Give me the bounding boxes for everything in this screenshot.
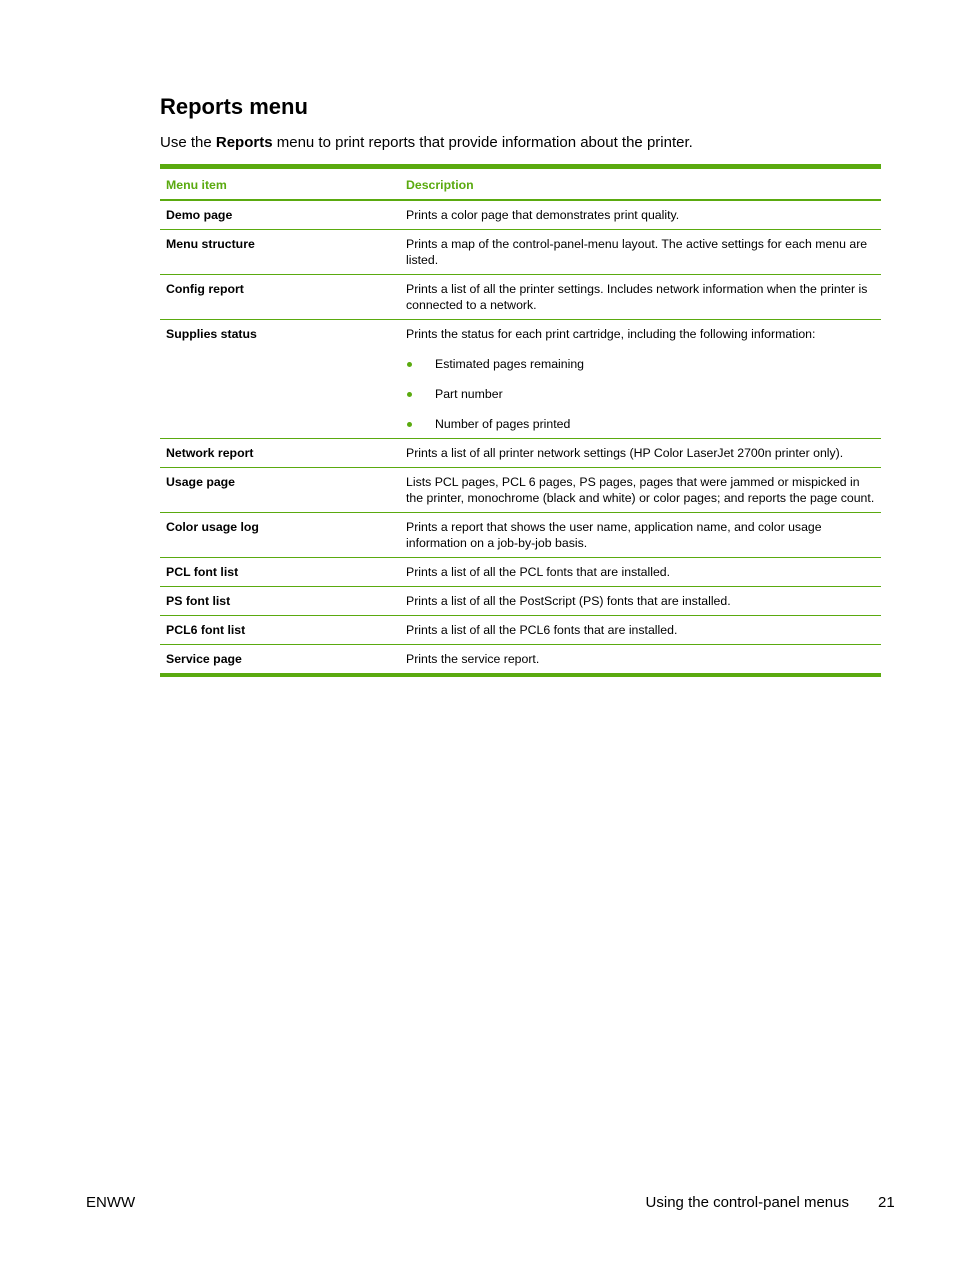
menu-item-cell: PCL font list — [166, 565, 239, 579]
menu-item-cell: Menu structure — [166, 237, 255, 251]
footer-page-number: 21 — [878, 1194, 895, 1211]
reports-menu-table — [160, 164, 881, 677]
reports-menu-table-container — [160, 164, 881, 677]
menu-item-cell: Color usage log — [166, 520, 259, 534]
menu-item-cell: PS font list — [166, 594, 231, 608]
bullet-dot-icon — [407, 422, 412, 427]
description-cell — [400, 468, 881, 513]
intro-paragraph — [160, 133, 693, 153]
menu-item-cell: Usage page — [166, 475, 236, 489]
description-cell — [400, 230, 881, 275]
footer-doc-code: ENWW — [86, 1194, 136, 1211]
bullet-list — [406, 356, 875, 432]
description-cell — [400, 616, 881, 645]
description-text: Prints a report that shows the user name, application name, and color usage information on a job-by-job basis. — [406, 520, 822, 550]
table-row — [160, 230, 881, 275]
table-row — [160, 558, 881, 587]
bullet-text: Part number — [435, 387, 503, 401]
description-cell — [400, 587, 881, 616]
description-text: Lists PCL pages, PCL 6 pages, PS pages, pages that were jammed or mispicked in the printer, monochrome (black and white) or color pages; and reports the page count. — [406, 475, 875, 505]
table-body — [160, 200, 881, 675]
menu-item-cell: Supplies status — [166, 327, 257, 341]
header-description: Description — [406, 178, 474, 192]
table-row — [160, 320, 881, 439]
description-text: Prints the status for each print cartridge, including the following information: — [406, 327, 816, 341]
table-row — [160, 439, 881, 468]
description-text: Prints a list of all printer network settings (HP Color LaserJet 2700n printer only). — [406, 446, 844, 460]
bullet-text: Number of pages printed — [435, 417, 571, 431]
menu-item-cell: Network report — [166, 446, 254, 460]
description-cell — [400, 558, 881, 587]
description-text: Prints a list of all the PCL6 fonts that are installed. — [406, 623, 678, 637]
description-text: Prints a list of all the PCL fonts that are installed. — [406, 565, 671, 579]
footer-section-title: Using the control-panel menus — [645, 1194, 849, 1211]
description-cell — [400, 645, 881, 676]
intro-bold-term: Reports — [215, 134, 273, 151]
bullet-list-item — [406, 416, 875, 432]
bullet-dot-icon — [407, 362, 412, 367]
description-cell — [400, 439, 881, 468]
menu-item-cell: Service page — [166, 652, 242, 666]
menu-item-cell: Demo page — [166, 208, 233, 222]
table-row — [160, 468, 881, 513]
bullet-list-item — [406, 356, 875, 372]
table-header-row — [160, 167, 881, 201]
description-text: Prints a color page that demonstrates print quality. — [406, 208, 680, 222]
bullet-text: Estimated pages remaining — [435, 357, 585, 371]
description-text: Prints a map of the control-panel-menu layout. The active settings for each menu are listed. — [406, 237, 868, 267]
menu-item-cell: Config report — [166, 282, 244, 296]
bullet-list-item — [406, 386, 875, 402]
table-row — [160, 200, 881, 230]
description-text: Prints a list of all the printer settings. Includes network information when the printer is connected to a network. — [406, 282, 868, 312]
description-text: Prints a list of all the PostScript (PS) fonts that are installed. — [406, 594, 731, 608]
description-text: Prints the service report. — [406, 652, 540, 666]
description-cell — [400, 320, 881, 439]
description-cell — [400, 200, 881, 230]
table-row — [160, 645, 881, 676]
header-menu-item: Menu item — [166, 178, 227, 192]
table-row — [160, 275, 881, 320]
description-cell — [400, 275, 881, 320]
table-row — [160, 616, 881, 645]
description-cell — [400, 513, 881, 558]
table-row — [160, 587, 881, 616]
bullet-dot-icon — [407, 392, 412, 397]
intro-prefix: Use the — [160, 134, 216, 151]
page-title: Reports menu — [160, 94, 308, 119]
intro-suffix: menu to print reports that provide information about the printer. — [272, 134, 693, 151]
table-row — [160, 513, 881, 558]
menu-item-cell: PCL6 font list — [166, 623, 246, 637]
